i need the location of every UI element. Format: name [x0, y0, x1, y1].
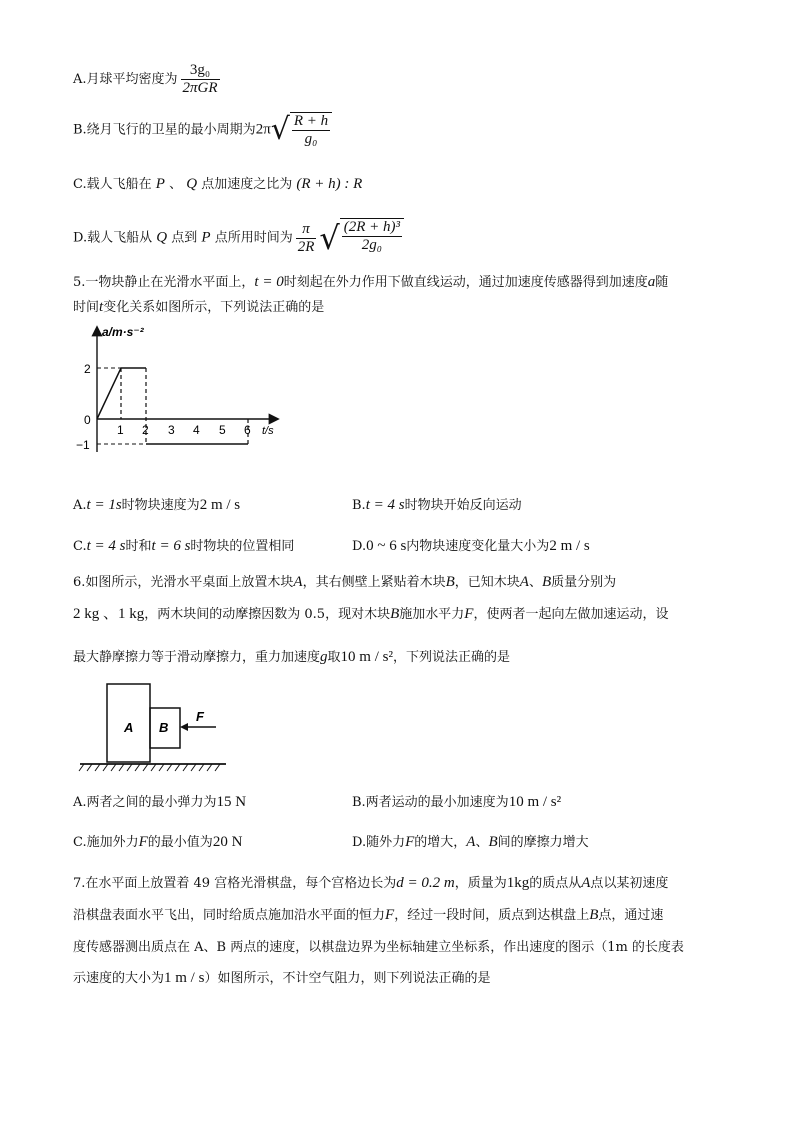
block-a-label: A	[124, 720, 134, 735]
q7-stem-line1: 7.在水平面上放置着 49 宫格光滑棋盘，每个宫格边长为d = 0.2 m，质量为1kg的质点从A点以某初速度	[73, 875, 669, 891]
x-tick-4: 4	[193, 423, 200, 437]
q6-option-b: B.两者运动的最小加速度为10 m / s²	[352, 794, 562, 810]
x-axis-label: t/s	[262, 425, 274, 437]
q6-stem-line2: 2 kg 、1 kg，两木块间的动摩擦因数为 0.5，现对木块B施加水平力F，使两者一起向左做加速运动，设	[73, 606, 669, 622]
y-tick-2: 2	[84, 362, 91, 376]
q7-stem-line2: 沿棋盘表面水平飞出，同时给质点施加沿水平面的恒力F，经过一段时间，质点到达棋盘上B点，通过速	[73, 907, 664, 923]
acceleration-time-graph	[72, 322, 292, 462]
x-tick-6: 6	[244, 423, 251, 437]
x-tick-2: 2	[142, 423, 149, 437]
q4-option-d: D.载人飞船从 Q 点到 P 点所用时间为 $\frac{\pi}{2R}$ √ $\frac{\text{(2R + h)³}}{\text{2g₀}}$	[73, 218, 404, 258]
y-axis-label: a/m·s⁻²	[102, 325, 144, 339]
q4-option-b: B.绕月飞行的卫星的最小周期为2π √ $\frac{R + h}{\text{g₀}}$	[73, 112, 332, 148]
q6-option-c: C.施加外力F的最小值为20 N	[73, 834, 243, 850]
q6-stem-line3: 最大静摩擦力等于滑动摩擦力，重力加速度g取10 m / s²，下列说法正确的是	[73, 649, 510, 665]
q6-option-d: D.随外力F的增大，A、B间的摩擦力增大	[352, 834, 589, 850]
q5-stem-line1: 5.一物块静止在光滑水平面上，t = 0时刻起在外力作用下做直线运动，通过加速度传感器得到加速度a随	[73, 274, 669, 290]
q4-option-a: A.月球平均密度为 $\frac{\text{3g₀}}{\text{2πGR}}$	[73, 62, 218, 96]
q7-stem-line3: 度传感器测出质点在 A、B 两点的速度，以棋盘边界为坐标轴建立坐标系，作出速度的图示（1m 的长度表	[73, 940, 684, 955]
blocks-figure	[76, 680, 241, 775]
y-tick-0: 0	[84, 413, 91, 427]
time-sqrt: √ $\frac{\text{(2R + h)³}}{\text{2g₀}}$	[319, 218, 404, 258]
x-tick-3: 3	[168, 423, 175, 437]
q6-option-a: A.两者之间的最小弹力为15 N	[73, 794, 247, 810]
q5-stem-line2: 时间t变化关系如图所示，下列说法正确的是	[73, 299, 325, 315]
q5-option-d: D.0 ~ 6 s内物块速度变化量大小为2 m / s	[352, 538, 590, 554]
force-label: F	[196, 709, 204, 724]
q6-stem-line1: 6.如图所示，光滑水平桌面上放置木块A，其右侧壁上紧贴着木块B，已知木块A、B质量分别为	[73, 574, 617, 590]
x-tick-5: 5	[219, 423, 226, 437]
density-fraction: $\frac{\text{3g₀}}{\text{2πGR}}$	[182, 62, 218, 96]
q7-stem-line4: 示速度的大小为1 m / s）如图所示，不计空气阻力，则下列说法正确的是	[73, 970, 491, 986]
y-tick-neg1: −1	[76, 438, 90, 452]
ground-hatching	[79, 764, 220, 771]
q5-option-b: B.t = 4 s时物块开始反向运动	[352, 497, 522, 513]
force-arrowhead	[180, 723, 188, 731]
q5-option-a: A.t = 1s时物块速度为2 m / s	[73, 497, 241, 513]
q4-option-c: C.载人飞船在 P 、 Q 点加速度之比为 (R + h) : R	[73, 176, 363, 192]
q5-option-c: C.t = 4 s时和t = 6 s时物块的位置相同	[73, 538, 295, 554]
block-b-label: B	[159, 720, 169, 735]
period-sqrt: √ $\frac{R + h}{\text{g₀}}$	[271, 112, 332, 148]
x-tick-1: 1	[117, 423, 124, 437]
